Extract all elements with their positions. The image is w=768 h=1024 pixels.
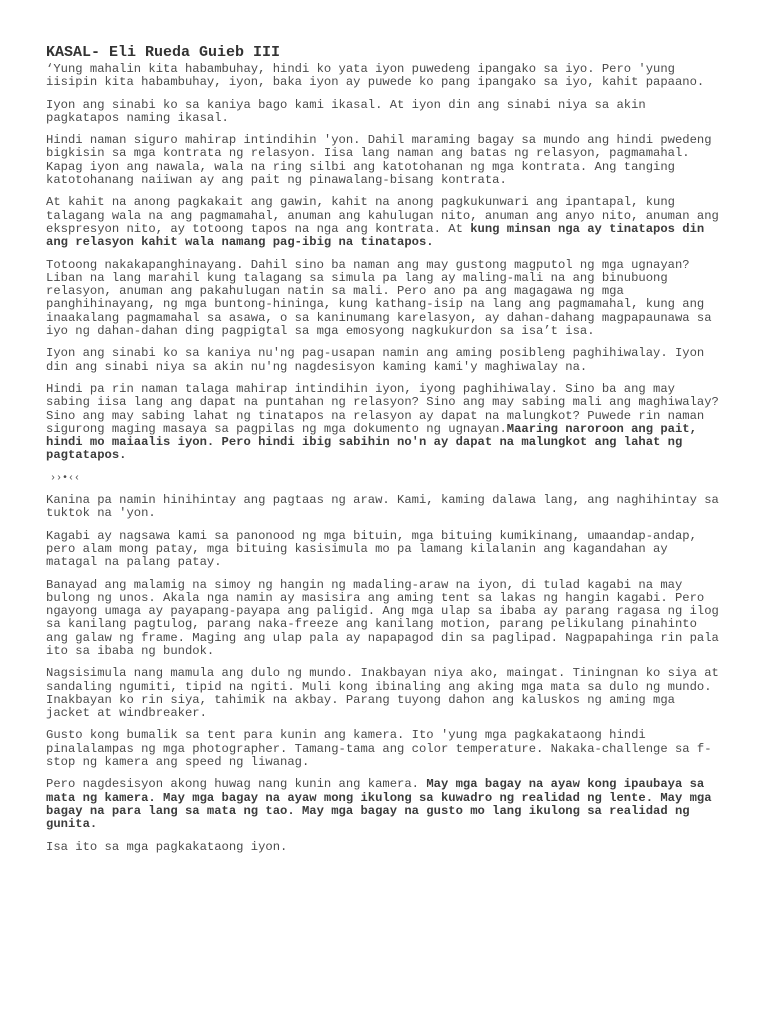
- paragraph: [46, 729, 726, 769]
- document-title: KASAL- Eli Rueda Guieb III: [46, 44, 281, 61]
- story-section-2: [46, 494, 726, 854]
- paragraph-text: Pero nagdesisyon akong huwag nang kunin ang kamera.: [46, 777, 427, 792]
- paragraph: [46, 134, 726, 187]
- story-section-1: [46, 63, 726, 463]
- document-page: [46, 44, 726, 863]
- paragraph-text: Hindi pa rin naman talaga mahirap intindihin iyon, iyong paghihiwalay. Sino ba ang may sabing iisa lang ang dapat na puntahan ng relasyon? Sino ang may sabing mali ang maghiwalay? Sino ang may sabing lahat ng tinatapos na relasyon ay dapat na malungkot? Puwede rin naman sigurong maging masaya sa pagpilas ng mga dokumento ng ugnayan.: [46, 381, 719, 436]
- paragraph: [46, 494, 726, 521]
- paragraph-text: Kagabi ay nagsawa kami sa panonood ng mga bituin, mga bituing kumikinang, umaandap-andap, pero alam mong patay, mga bituing kasisimula mo pa lamang kilalanin ang kagandahan ay matagal na palang patay.: [46, 528, 697, 570]
- paragraph: [46, 579, 726, 659]
- paragraph: [46, 347, 726, 374]
- paragraph: [46, 196, 726, 249]
- paragraph: [46, 841, 726, 854]
- paragraph-text: Banayad ang malamig na simoy ng hangin ng madaling-araw na iyon, di tulad kagabi na may bulong ng unos. Akala nga namin ay masisira ang aming tent sa lakas ng hangin kagabi. Pero ngayong umaga ay payapang-payapa ang paligid. Ang mga ulap sa ibaba ay parang ragasa ng ilog sa kanilang pagtulog, parang naka-freeze ang kanilang motion, parang pelikulang pinahinto ang galaw ng frame. Maging ang ulap pala ay napapagod din sa paglipad. Nagpapahinga rin pala ito sa ibaba ng bundok.: [46, 577, 719, 658]
- paragraph-text: Totoong nakakapanghinayang. Dahil sino ba naman ang may gustong magputol ng mga ugnayan? Liban na lang marahil kung talagang sa simula pa lang ay maling-mali na ang binubuong relasyon, anuman ang pakahulugan natin sa mali. Pero ano pa ang magagawa ng mga panghihinayang, ng mga buntong-hininga, kung kathang-isip na lang ang pagmamahal, kung ang inaakalang pagmamahal sa asawa, o sa kaninumang karelasyon, ay dahan-dahang magpapaunawa sa iyo ng dahan-dahan ding pagpigtal sa mga emosyong nagkukurdon sa isa’t isa.: [46, 257, 712, 339]
- paragraph-text: ‘Yung mahalin kita habambuhay, hindi ko yata iyon puwedeng ipangako sa iyo. Pero 'yung iisipin kita habambuhay, iyon, baka iyon ay puwede ko pang ipangako sa iyo, kahit papaano.: [46, 62, 705, 90]
- paragraph: [46, 530, 726, 570]
- bold-text: Maaring naroroon ang pait, hindi mo maiaalis iyon. Pero hindi ibig sabihin no'n ay dapat na malungkot ang lahat ng pagtatapos.: [46, 421, 697, 463]
- paragraph-text: Iyon ang sinabi ko sa kaniya nu'ng pag-usapan namin ang aming posibleng paghihiwalay. Iyon din ang sinabi niya sa akin nu'ng nagdesisyon kaming kami'y maghiwalay na.: [46, 346, 705, 374]
- paragraph: [46, 99, 726, 126]
- paragraph: [46, 63, 726, 90]
- paragraph-text: Isa ito sa mga pagkakataong iyon.: [46, 839, 288, 854]
- paragraph: [46, 383, 726, 463]
- paragraph-text: Gusto kong bumalik sa tent para kunin ang kamera. Ito 'yung mga pagkakataong hindi pinalalampas ng mga photographer. Tamang-tama ang color temperature. Nakaka-challenge sa f-stop ng kamera ang speed ng liwanag.: [46, 728, 712, 770]
- paragraph-text: Nagsisimula nang mamula ang dulo ng mundo. Inakbayan niya ako, maingat. Tiningnan ko siya at sandaling ngumiti, tipid na ngiti. Muli kong ibinaling ang aking mga mata sa dulo ng mundo. Inakbayan ko rin siya, tahimik na akbay. Parang tuyong dahon ang kaluskos ng aming mga jacket at windbreaker.: [46, 666, 719, 721]
- paragraph: [46, 667, 726, 720]
- paragraph-text: Kanina pa namin hinihintay ang pagtaas ng araw. Kami, kaming dalawa lang, ang naghihintay sa tuktok na 'yon.: [46, 493, 719, 521]
- paragraph-text: At kahit na anong pagkakait ang gawin, kahit na anong pagkukunwari ang ipantapal, kung talagang wala na ang pagmamahal, anuman ang kahulugan nito, anuman ang anyo nito, anuman ang ekspresyon nito, ay totoong tapos na nga ang kontrata. At: [46, 195, 719, 236]
- section-separator: ››•‹‹: [50, 472, 81, 484]
- paragraph-text: Iyon ang sinabi ko sa kaniya bago kami ikasal. At iyon din ang sinabi niya sa akin pagkatapos naming ikasal.: [46, 97, 646, 125]
- bold-text: May mga bagay na ayaw kong ipaubaya sa mata ng kamera. May mga bagay na ayaw mong ikulong sa kuwadro ng realidad ng lente. May mga bagay na para lang sa mata ng tao. May mga bagay na gusto mo lang ikulong sa realidad ng gunita.: [46, 777, 712, 832]
- bold-text: kung minsan nga ay tinatapos din ang relasyon kahit wala namang pag-ibig na tinatapos.: [46, 221, 705, 250]
- paragraph: [46, 778, 726, 831]
- paragraph: [46, 259, 726, 339]
- paragraph-text: Hindi naman siguro mahirap intindihin 'yon. Dahil maraming bagay sa mundo ang hindi pwedeng bigkisin sa mga kontrata ng relasyon. Iisa lang naman ang batas ng relasyon, pagmamahal. Kapag iyon ang nawala, wala na ring silbi ang katotohanan ng mga kontrata. Ang tanging katotohanang naiiwan ay ang pait ng pinawalang-bisang kontrata.: [46, 133, 712, 188]
